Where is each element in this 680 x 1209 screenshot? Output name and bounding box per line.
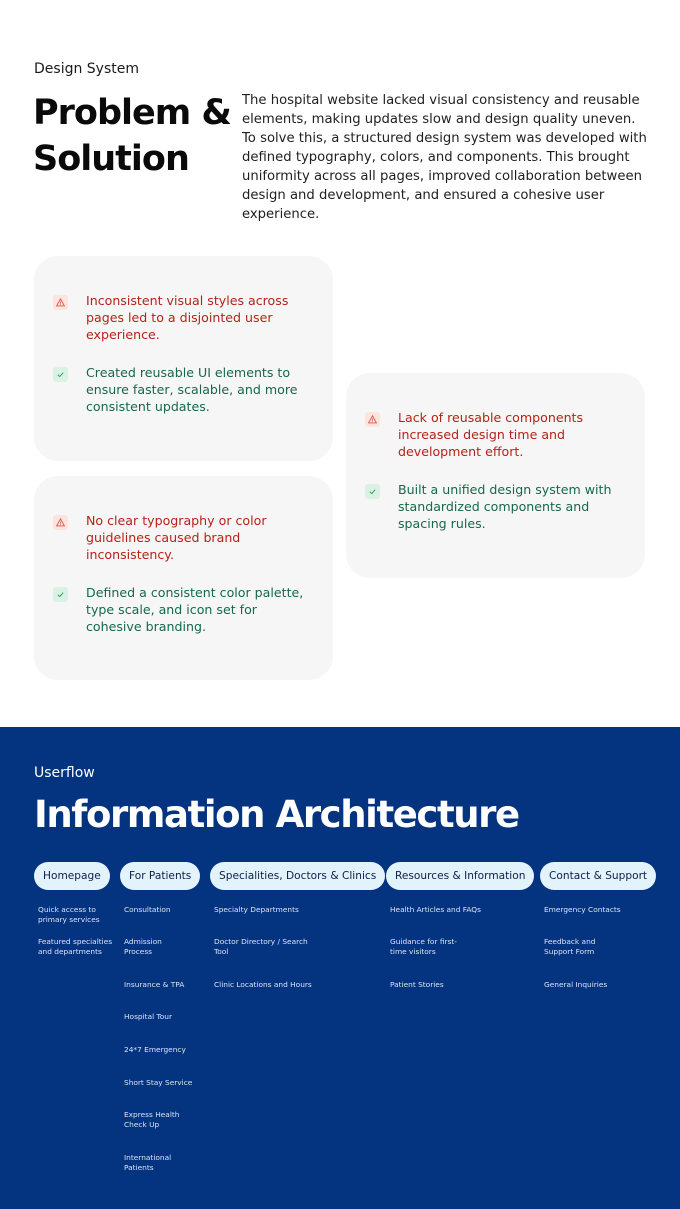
ia-node-for-patients: For Patients bbox=[120, 862, 200, 890]
problem-text: No clear typography or color guidelines caused brand inconsistency. bbox=[86, 513, 267, 562]
ia-subitem: Insurance & TPA bbox=[124, 980, 185, 989]
ia-column-contact bbox=[540, 862, 656, 989]
check-icon bbox=[365, 484, 380, 499]
ia-subitem: Short Stay Service bbox=[124, 1078, 193, 1087]
solution-text: Defined a consistent color palette, type scale, and icon set for cohesive branding. bbox=[86, 585, 304, 634]
warning-triangle-icon bbox=[365, 412, 380, 427]
ia-subitem: Quick access to primary services bbox=[38, 905, 100, 924]
ia-column-specialities bbox=[210, 862, 385, 989]
ia-subitem: Guidance for first-time visitors bbox=[390, 937, 457, 956]
ia-column-for-patients bbox=[120, 862, 200, 1172]
ia-subitem: Patient Stories bbox=[390, 980, 444, 989]
solution-text: Created reusable UI elements to ensure faster, scalable, and more consistent updates. bbox=[86, 365, 298, 414]
problem-item bbox=[365, 409, 625, 460]
ia-node-homepage: Homepage bbox=[34, 862, 110, 890]
warning-triangle-icon bbox=[53, 295, 68, 310]
warning-triangle-icon bbox=[53, 515, 68, 530]
section-title: Information Architecture bbox=[34, 793, 519, 836]
problem-solution-card bbox=[34, 476, 333, 680]
problem-item bbox=[53, 512, 313, 563]
ia-column-resources bbox=[386, 862, 534, 989]
ia-subitem: Hospital Tour bbox=[124, 1012, 173, 1021]
ia-subitem: Express Health Check Up bbox=[124, 1110, 180, 1129]
solution-text: Built a unified design system with standardized components and spacing rules. bbox=[398, 482, 612, 531]
ia-subitem: Specialty Departments bbox=[214, 905, 299, 914]
ia-subitem: Consultation bbox=[124, 905, 171, 914]
ia-subitem: International Patients bbox=[124, 1153, 172, 1172]
solution-item bbox=[53, 364, 313, 415]
ia-subitem: Feedback and Support Form bbox=[544, 937, 596, 956]
page-title: Problem & Solution bbox=[33, 93, 231, 179]
ia-subitem: Clinic Locations and Hours bbox=[214, 980, 312, 989]
problem-solution-card bbox=[34, 256, 333, 461]
ia-subitem: Emergency Contacts bbox=[544, 905, 621, 914]
problem-text: Lack of reusable components increased design time and development effort. bbox=[398, 410, 584, 459]
ia-subitem: Featured specialties and departments bbox=[38, 937, 113, 956]
ia-subitem: 24*7 Emergency bbox=[124, 1045, 186, 1054]
solution-item bbox=[53, 584, 313, 635]
ia-subitem: Health Articles and FAQs bbox=[390, 905, 481, 914]
ia-node-contact-support: Contact & Support bbox=[540, 862, 656, 890]
problem-solution-card bbox=[346, 373, 645, 578]
problem-item bbox=[53, 292, 313, 343]
ia-node-specialities: Specialities, Doctors & Clinics bbox=[210, 862, 385, 890]
check-icon bbox=[53, 587, 68, 602]
userflow-section bbox=[0, 727, 680, 1209]
intro-paragraph: The hospital website lacked visual consistency and reusable elements, making updates slow and design quality uneven. To solve this, a structured design system was developed with defined typography, colors, and components. This brought uniformity across all pages, improved collaboration between design and development, and ensured a cohesive user experience. bbox=[242, 93, 647, 222]
ia-column-homepage bbox=[34, 862, 113, 956]
ia-subitem: Doctor Directory / Search Tool bbox=[214, 937, 308, 956]
section-eyebrow: Design System bbox=[34, 61, 139, 77]
check-icon bbox=[53, 367, 68, 382]
problem-text: Inconsistent visual styles across pages led to a disjointed user experience. bbox=[86, 293, 289, 342]
ia-subitem: Admission Process bbox=[124, 937, 162, 956]
ia-subitem: General Inquiries bbox=[544, 980, 608, 989]
ia-node-resources: Resources & Information bbox=[386, 862, 534, 890]
section-eyebrow: Userflow bbox=[34, 765, 95, 781]
solution-item bbox=[365, 481, 625, 532]
